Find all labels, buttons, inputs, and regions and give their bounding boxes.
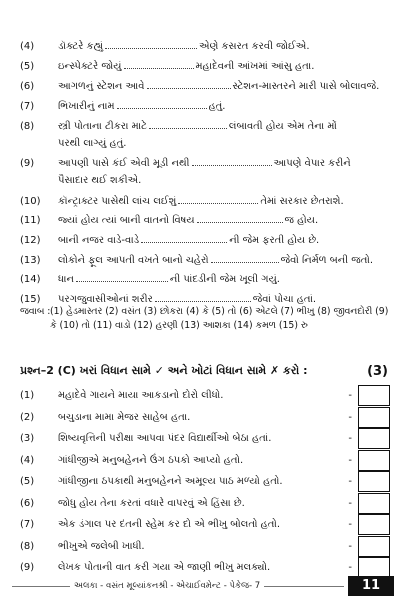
statement-number: (1) xyxy=(20,390,35,401)
question-number: (14) xyxy=(20,274,41,285)
statement-number: (5) xyxy=(20,476,35,487)
question-text-start: ડૉક્ટરે કહ્યું xyxy=(58,41,104,52)
statement-text: એક ડંગાલ પર દંતની સ્હેમ કર દો એ ભીખુ બોલતો હતો. xyxy=(58,519,281,530)
question-text-end: જેવાં પોચા હતાં. xyxy=(252,294,317,305)
statement-text: ભીખુએ જલેબી ખાધી. xyxy=(58,540,145,552)
answer-box[interactable] xyxy=(358,450,390,471)
statement-number: (4) xyxy=(20,454,35,466)
question-text-start: પરગજુવાસીઓનાં શરીર xyxy=(58,294,153,305)
question-number: (10) xyxy=(20,196,41,207)
question-number: (12) xyxy=(20,235,41,246)
statement-number: (8) xyxy=(20,540,35,552)
question-text-end: તેમાં સરકાર છેતરાશે. xyxy=(260,196,344,207)
section-title: પ્રશ્ન–2 (C) ખરાં વિધાન સામે ✓ અને ખોટાં વિધાન સામે ✗ કરો : xyxy=(20,364,308,377)
question-text-start: ભિખારીનું નામ xyxy=(58,101,115,112)
statement-text: જોધુ હોય તેના કરતાં વધારે વાપરવું એ હિંસા છે. xyxy=(58,497,245,509)
statement-dash: - xyxy=(348,411,352,423)
statement-number: (7) xyxy=(20,519,35,530)
section-marks: (3) xyxy=(367,364,388,379)
blank xyxy=(117,99,207,109)
question-text-start: જ્યાં હોય ત્યાં બાની વાતનો વિષય xyxy=(58,215,195,226)
question-number: (15) xyxy=(20,294,41,305)
answer-box[interactable] xyxy=(358,407,390,428)
answer-label: જવાબ : xyxy=(20,306,51,317)
question-number: (6) xyxy=(20,81,35,92)
answer-box[interactable] xyxy=(358,536,390,557)
statement-text: ગાંધીજીએ મનુબહેનને ઉંગ ઠપકો આપ્યો હતો. xyxy=(58,454,244,466)
statement-dash: - xyxy=(348,433,352,444)
statement-dash: - xyxy=(348,540,352,552)
statement-number: (9) xyxy=(20,562,35,573)
question-number: (11) xyxy=(20,215,41,226)
statement-dash: - xyxy=(348,454,352,466)
question-text-start: ઇન્સ્પેક્ટરે જોયું xyxy=(58,61,122,72)
question-text-end: ની જેમ ફરતી હોય છે. xyxy=(229,235,320,246)
answer-box[interactable] xyxy=(358,514,390,535)
question-text-start: ધાન xyxy=(58,274,74,285)
answer-box[interactable] xyxy=(358,385,390,406)
blank xyxy=(141,233,227,243)
blank xyxy=(211,253,279,263)
blank xyxy=(76,272,168,282)
question-text-start: સ્ત્રી પોતાના ટીકરા માટે xyxy=(58,121,147,132)
blank xyxy=(149,119,227,129)
blank xyxy=(197,213,283,223)
statement-dash: - xyxy=(348,497,352,509)
question-text-end: મહાદેવની આંખમાં આંસુ હતા. xyxy=(195,61,315,72)
answer-text: (1) હેડમાસ્તર (2) વસંત (3) છોકરા (4) કે (5) તો (6) એટલે (7) ભીખુ (8) જીવનદોરી (9) કે (10) તો (11) વાડો (12) હરણી (13) આશકા (14) કમળ (15) રુ xyxy=(50,306,389,331)
answer-box[interactable] xyxy=(358,428,390,449)
question-text-start: આગળનું સ્ટેશન આવે xyxy=(58,81,145,92)
footer-text: અલકા - વસંત મૂલ્યાંકનશ્રી - એચાઈવમેન્ટ - પેકેજ- 7 xyxy=(70,581,264,591)
statement-number: (6) xyxy=(20,497,35,509)
page-number: 11 xyxy=(348,576,394,596)
question-text-end: સ્ટેશન-માસ્તરને મારી પાસે બોલાવજે. xyxy=(232,81,380,92)
question-number: (5) xyxy=(20,61,35,72)
question-number: (13) xyxy=(20,255,41,266)
question-text-end: આપણે વેપાર કરીને xyxy=(273,158,351,169)
answer-box[interactable] xyxy=(358,557,390,578)
question-number: (7) xyxy=(20,101,35,112)
answer-box[interactable] xyxy=(358,471,390,492)
statement-number: (2) xyxy=(20,411,35,423)
statement-number: (3) xyxy=(20,433,35,444)
question-text-end: લંબાવતી હોય એમ તેના મોં xyxy=(228,121,337,132)
question-text-end: એણે કસરત કરવી જોઈએ. xyxy=(199,41,310,52)
answer-box[interactable] xyxy=(358,493,390,514)
page-footer xyxy=(0,576,404,598)
statement-dash: - xyxy=(348,476,352,487)
question-text-end: હતું. xyxy=(208,101,226,112)
blank xyxy=(105,39,197,49)
question-number: (8) xyxy=(20,121,35,132)
blank xyxy=(155,292,251,302)
question-text-end: ની પાંદડીની જેમ ખૂલી ગયું. xyxy=(169,274,280,285)
question-number: (4) xyxy=(20,41,35,52)
question-text-continued: પરથી લાગ્યું હતું. xyxy=(58,138,127,149)
statement-text: ગાંધીજીના ઠપકાથી મનુબહેનને અમૂલ્ય પાઠ મળ્યો હતો. xyxy=(58,476,283,487)
statement-dash: - xyxy=(348,562,352,573)
statement-dash: - xyxy=(348,390,352,401)
statement-text: મહાદેવે ગાયને માયા આકડાનો દોરો લીધો. xyxy=(58,390,224,401)
statement-text: બચુડાના મામા મેજર સાહેબ હતા. xyxy=(58,411,191,423)
question-text-start: આપણી પાસે કંઈ એવી મૂડી નથી xyxy=(58,158,190,169)
statement-text: લેખક પોતાની વાત કરી ગયા એ જાણી ભીખુ મલક્યો. xyxy=(58,562,271,573)
blank xyxy=(147,79,231,89)
section-heading xyxy=(20,364,392,378)
question-text-end: જ હોય. xyxy=(284,215,319,226)
question-text-start: લોકોને ફૂલ આપતી વખતે બાનો ચહેરો xyxy=(58,255,209,266)
blank xyxy=(192,156,272,166)
question-text-start: કૉન્ટ્રાક્ટર પાસેથી લાંચ લઈશું xyxy=(58,196,177,207)
question-text-start: બાની નજર વાડે-વાડે xyxy=(58,235,140,246)
statement-dash: - xyxy=(348,519,352,530)
question-number: (9) xyxy=(20,158,35,169)
blank xyxy=(124,59,194,69)
question-text-end: જેવો નિર્મળ બની જતો. xyxy=(280,255,374,266)
statement-text: શિષ્યવૃત્તિની પરીક્ષા આપવા પંદર વિદ્યાર્થીઓ બેઠા હતાં. xyxy=(58,433,272,444)
question-text-continued: પૈસાદાર થઈ શકીએ. xyxy=(58,175,142,186)
blank xyxy=(178,194,258,204)
